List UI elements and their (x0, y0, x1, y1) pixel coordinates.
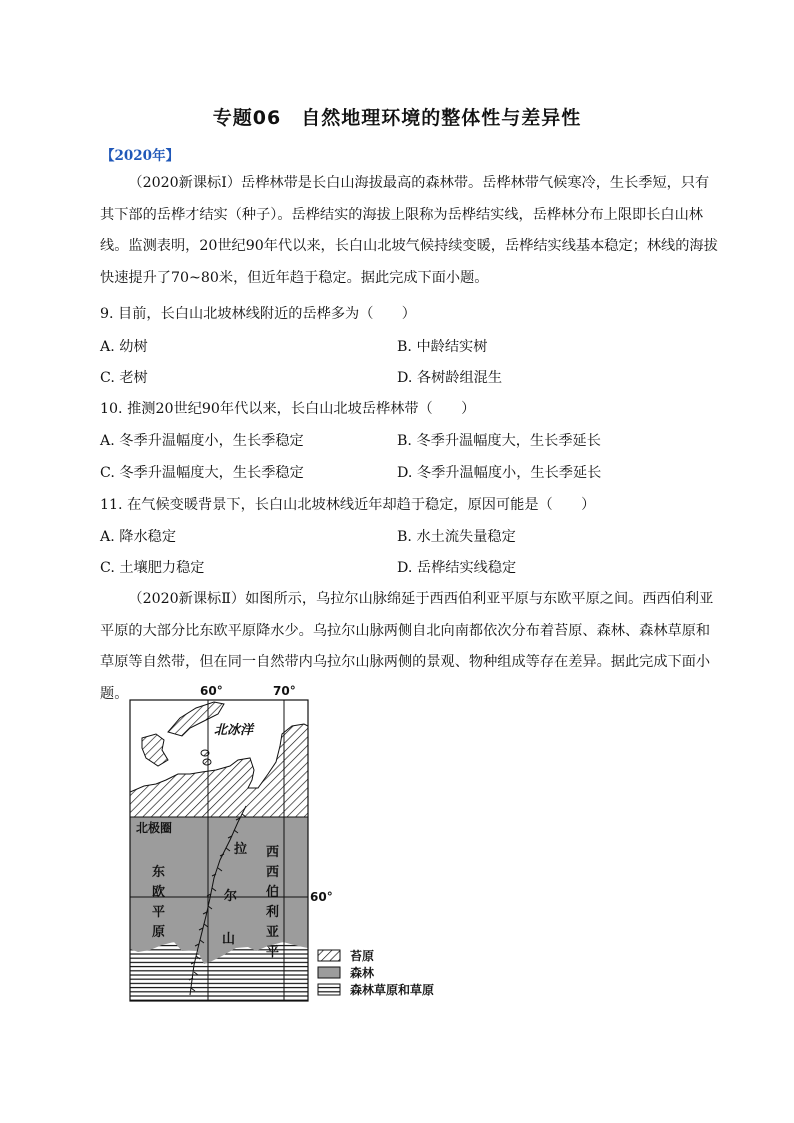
passage-2: （2020新课标Ⅱ）如图所示，乌拉尔山脉绵延于西西伯利亚平原与东欧平原之间。西西伯利亚平原的大部分比东欧平原降水少。乌拉尔山脉两侧自北向南都依次分布着苔原、森林、森林草原和草原等自然带，但在同一自然带内乌拉尔山脉两侧的景观、物种组成等存在差异。据此完成下面小题。 (100, 591, 714, 702)
east-europe-plain-char: 东 (152, 865, 166, 880)
question-11-stem: 11. 在气候变暖背景下，长白山北坡林线近年却趋于稳定，原因可能是（ ） (100, 497, 596, 513)
question-9-option-c: C. 老树 (100, 370, 148, 386)
lon-70-label: 70° (273, 684, 296, 698)
legend-label-tundra: 苔原 (350, 949, 375, 963)
ural-natural-zones-map (118, 680, 463, 1005)
ural-label-char: 拉 (234, 842, 248, 857)
question-9-stem: 9. 目前，长白山北坡林线附近的岳桦多为（ ） (100, 306, 416, 322)
lat-60-label: 60° (310, 890, 333, 904)
arctic-ocean-label: 北冰洋 (214, 723, 254, 738)
lon-60-label: 60° (200, 684, 223, 698)
tundra-islet (203, 759, 211, 765)
question-10-option-b: B. 冬季升温幅度大，生长季延长 (397, 433, 601, 449)
question-11-option-a: A. 降水稳定 (100, 529, 177, 545)
question-10-option-a: A. 冬季升温幅度小，生长季稳定 (100, 433, 304, 449)
year-tag: 【2020年】 (101, 148, 180, 164)
legend-label-forest: 森林 (350, 966, 375, 980)
east-europe-plain-char: 平 (152, 905, 166, 920)
legend-label-steppe: 森林草原和草原 (350, 983, 435, 997)
west-siberia-plain-char: 西 (266, 845, 280, 860)
legend-swatch-tundra (318, 950, 340, 961)
legend-swatch-forest (318, 967, 340, 978)
west-siberia-plain-char: 亚 (266, 925, 280, 940)
question-11-option-d: D. 岳桦结实线稳定 (397, 560, 517, 576)
west-siberia-plain-char: 利 (266, 905, 280, 920)
question-9-option-d: D. 各树龄组混生 (397, 370, 503, 386)
ural-label-char: 尔 (224, 889, 238, 904)
west-siberia-plain-char: 伯 (266, 885, 280, 900)
question-11-option-b: B. 水土流失量稳定 (397, 529, 516, 545)
question-9-option-a: A. 幼树 (100, 339, 148, 355)
west-siberia-plain-char: 平 (266, 945, 280, 960)
arctic-circle-label: 北极圈 (136, 821, 173, 835)
map-legend (318, 948, 434, 997)
question-10-option-d: D. 冬季升温幅度小，生长季延长 (397, 465, 602, 481)
question-9-option-b: B. 中龄结实树 (397, 339, 488, 355)
question-11-option-c: C. 土壤肥力稳定 (100, 560, 205, 576)
question-10-option-c: C. 冬季升温幅度大，生长季稳定 (100, 465, 304, 481)
east-europe-plain-char: 欧 (152, 885, 166, 900)
east-europe-plain-char: 原 (152, 925, 166, 940)
page-title: 专题06 自然地理环境的整体性与差异性 (212, 107, 582, 129)
question-10-stem: 10. 推测20世纪90年代以来，长白山北坡岳桦林带（ ） (100, 401, 476, 417)
passage-1: （2020新课标Ⅰ）岳桦林带是长白山海拔最高的森林带。岳桦林带气候寒冷，生长季短，只有其下部的岳桦才结实（种子）。岳桦结实的海拔上限称为岳桦结实线，岳桦林分布上限即长白山林线。监测表明，20世纪90年代以来，长白山北坡气候持续变暖，岳桦结实线基本稳定；林线的海拔快速提升了70~80米，但近年趋于稳定。据此完成下面小题。 (100, 175, 718, 286)
ural-label-char: 山 (222, 932, 236, 947)
west-siberia-plain-char: 西 (266, 865, 280, 880)
legend-swatch-steppe (318, 984, 340, 995)
